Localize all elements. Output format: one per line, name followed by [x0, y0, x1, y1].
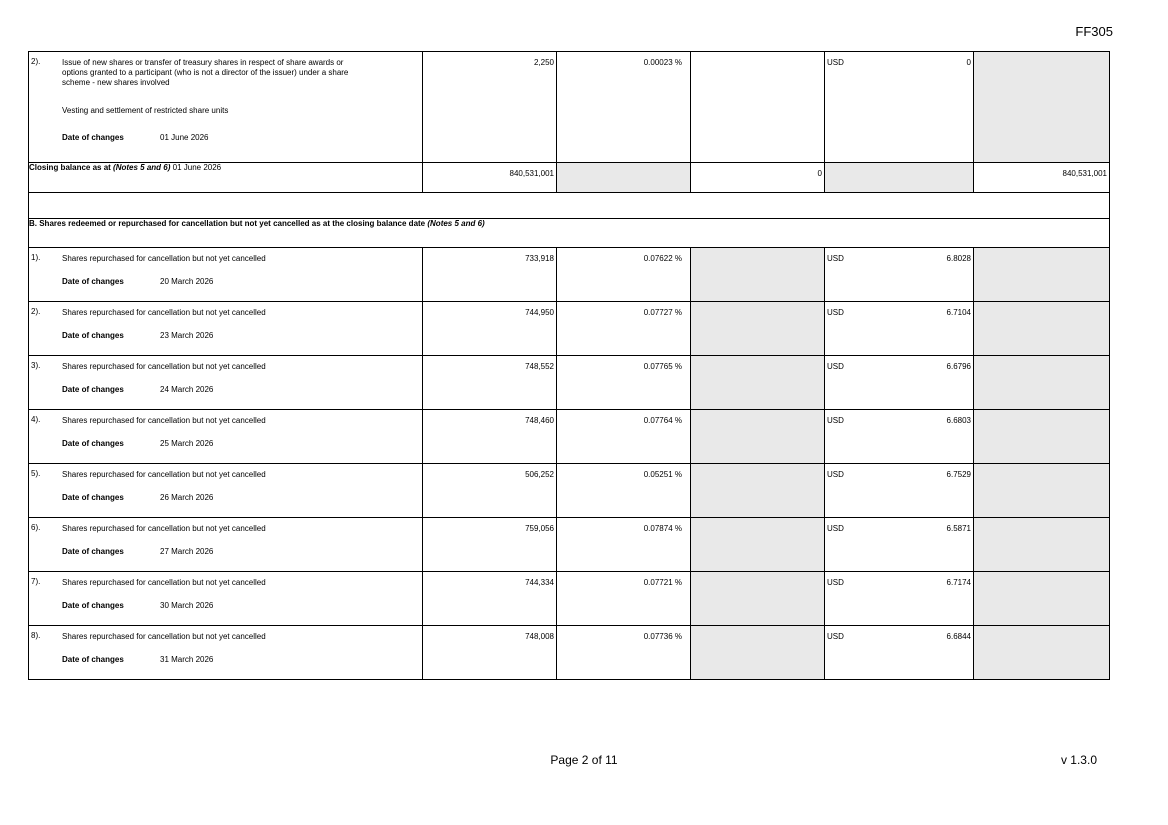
- closing-col5-cell: 840,531,001: [974, 163, 1110, 193]
- row-index: 8).: [31, 631, 41, 640]
- shares-cell: 748,008: [423, 626, 557, 680]
- grey-cell: [825, 163, 974, 193]
- grey-cell: [691, 356, 825, 410]
- row-date: Date of changes 01 June 2026: [62, 133, 209, 142]
- row-date: Date of changes 26 March 2026: [62, 493, 214, 502]
- page-number: Page 2 of 11: [550, 753, 618, 767]
- shares-cell: 2,250: [423, 52, 557, 163]
- row-date: Date of changes 23 March 2026: [62, 331, 214, 340]
- row-description-cell: [29, 518, 423, 572]
- closing-shares-cell: 840,531,001: [423, 163, 557, 193]
- section-a-description-cell: [29, 52, 423, 163]
- price-cell: USD 6.5871: [825, 518, 974, 572]
- price-cell: USD 6.7174: [825, 572, 974, 626]
- row-date: Date of changes 20 March 2026: [62, 277, 214, 286]
- percent-cell: 0.07727 %: [557, 302, 691, 356]
- row-description-cell: [29, 410, 423, 464]
- row-description: Shares repurchased for cancellation but not yet cancelled: [62, 578, 266, 587]
- repurchase-row: [29, 302, 1110, 356]
- row-description: Shares repurchased for cancellation but not yet cancelled: [62, 470, 266, 479]
- closing-balance-label: Closing balance as at (Notes 5 and 6) 01 June 2026: [29, 163, 423, 193]
- repurchase-row: [29, 572, 1110, 626]
- grey-cell: [974, 518, 1110, 572]
- row-description-cell: [29, 572, 423, 626]
- price-cell: USD 6.7104: [825, 302, 974, 356]
- repurchase-row: [29, 248, 1110, 302]
- blank-cell: [691, 52, 825, 163]
- row-description-cell: [29, 248, 423, 302]
- grey-cell: [691, 572, 825, 626]
- version-label: v 1.3.0: [1060, 753, 1097, 767]
- row-description-cell: [29, 464, 423, 518]
- row-index: 4).: [31, 415, 41, 424]
- row-description: Shares repurchased for cancellation but not yet cancelled: [62, 362, 266, 371]
- section-b-title: B. Shares redeemed or repurchased for cancellation but not yet cancelled as at the closing balance date (Notes 5 and 6): [29, 219, 1110, 248]
- row-date: Date of changes 27 March 2026: [62, 547, 214, 556]
- row-index: 2).: [31, 57, 41, 66]
- row-sub-description: Vesting and settlement of restricted share units: [62, 106, 229, 115]
- row-description: Shares repurchased for cancellation but not yet cancelled: [62, 254, 266, 263]
- shares-cell: 744,334: [423, 572, 557, 626]
- shares-cell: 748,552: [423, 356, 557, 410]
- price-cell: USD 6.6796: [825, 356, 974, 410]
- row-index: 5).: [31, 469, 41, 478]
- grey-cell: [974, 410, 1110, 464]
- row-description-cell: [29, 356, 423, 410]
- grey-cell: [974, 464, 1110, 518]
- spacer-cell: [29, 193, 1110, 219]
- closing-balance-row: [29, 163, 1110, 193]
- price-cell: USD 6.6803: [825, 410, 974, 464]
- grey-cell: [691, 464, 825, 518]
- percent-cell: 0.07622 %: [557, 248, 691, 302]
- price-cell: USD 6.7529: [825, 464, 974, 518]
- repurchase-row: [29, 356, 1110, 410]
- percent-cell: 0.07765 %: [557, 356, 691, 410]
- section-a-row: [29, 52, 1110, 163]
- price-cell: USD 6.6844: [825, 626, 974, 680]
- grey-cell: [974, 52, 1110, 163]
- row-description: Shares repurchased for cancellation but not yet cancelled: [62, 524, 266, 533]
- row-description-cell: [29, 302, 423, 356]
- shares-cell: 748,460: [423, 410, 557, 464]
- row-index: 3).: [31, 361, 41, 370]
- spacer-row: [29, 193, 1110, 219]
- row-description: Shares repurchased for cancellation but not yet cancelled: [62, 416, 266, 425]
- grey-cell: [974, 302, 1110, 356]
- repurchase-row: [29, 464, 1110, 518]
- grey-cell: [691, 518, 825, 572]
- percent-cell: 0.07764 %: [557, 410, 691, 464]
- grey-cell: [557, 163, 691, 193]
- grey-cell: [974, 356, 1110, 410]
- grey-cell: [691, 410, 825, 464]
- row-description: Issue of new shares or transfer of treasury shares in respect of share awards or options granted to a participant (who is not a director of the issuer) under a share scheme - new shares involved: [62, 58, 349, 87]
- closing-col3-cell: 0: [691, 163, 825, 193]
- percent-cell: 0.05251 %: [557, 464, 691, 518]
- grey-cell: [974, 248, 1110, 302]
- row-description: Shares repurchased for cancellation but not yet cancelled: [62, 632, 266, 641]
- grey-cell: [974, 572, 1110, 626]
- repurchase-row: [29, 626, 1110, 680]
- shares-cell: 733,918: [423, 248, 557, 302]
- row-index: 2).: [31, 307, 41, 316]
- price-cell: USD 6.8028: [825, 248, 974, 302]
- shares-cell: 759,056: [423, 518, 557, 572]
- grey-cell: [691, 302, 825, 356]
- grey-cell: [974, 626, 1110, 680]
- row-date: Date of changes 24 March 2026: [62, 385, 214, 394]
- row-date: Date of changes 30 March 2026: [62, 601, 214, 610]
- grey-cell: [691, 626, 825, 680]
- section-b-heading-row: [29, 219, 1110, 248]
- grey-cell: [691, 248, 825, 302]
- row-description: Shares repurchased for cancellation but not yet cancelled: [62, 308, 266, 317]
- shares-cell: 506,252: [423, 464, 557, 518]
- percent-cell: 0.07721 %: [557, 572, 691, 626]
- repurchase-row: [29, 518, 1110, 572]
- row-index: 1).: [31, 253, 41, 262]
- row-description-cell: [29, 626, 423, 680]
- row-date: Date of changes 25 March 2026: [62, 439, 214, 448]
- price-cell: USD 0: [825, 52, 974, 163]
- percent-cell: 0.07736 %: [557, 626, 691, 680]
- row-index: 6).: [31, 523, 41, 532]
- shares-cell: 744,950: [423, 302, 557, 356]
- form-code: FF305: [1075, 24, 1113, 39]
- percent-cell: 0.00023 %: [557, 52, 691, 163]
- row-date: Date of changes 31 March 2026: [62, 655, 214, 664]
- percent-cell: 0.07874 %: [557, 518, 691, 572]
- row-index: 7).: [31, 577, 41, 586]
- returns-table: [28, 51, 1110, 680]
- repurchase-row: [29, 410, 1110, 464]
